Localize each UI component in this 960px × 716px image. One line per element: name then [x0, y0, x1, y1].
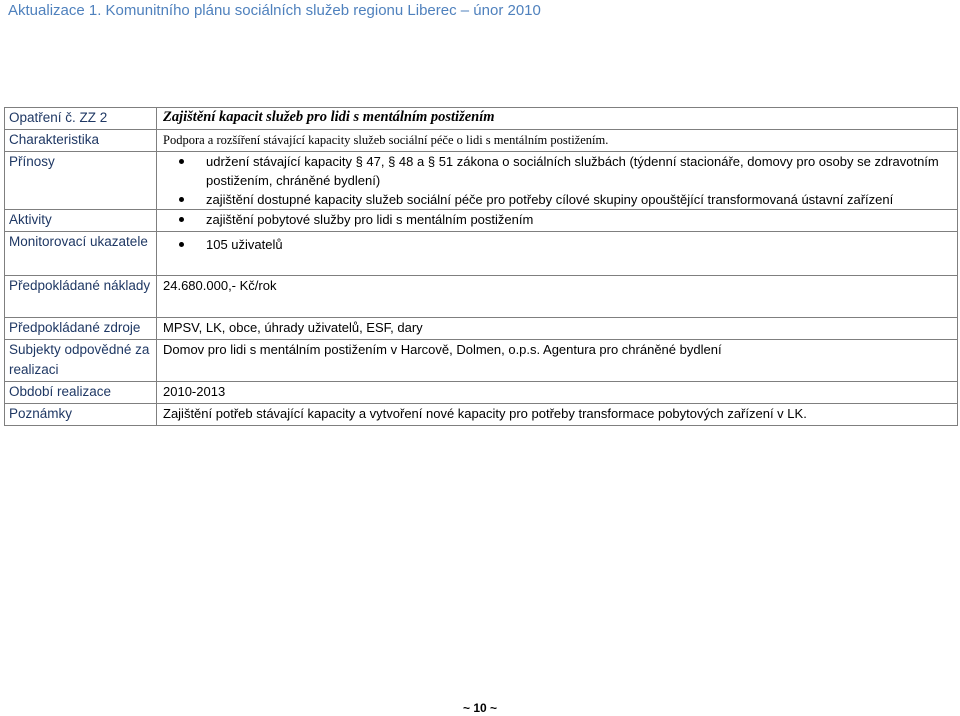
table-row-activities	[5, 210, 958, 232]
table-row-costs	[5, 276, 958, 318]
costs-label: Předpokládané náklady	[5, 276, 157, 318]
measure-id-label: Opatření č. ZZ 2	[5, 108, 157, 130]
table-row-indicators	[5, 232, 958, 276]
bullet-icon	[179, 242, 184, 247]
bullet-icon	[179, 159, 184, 164]
costs-value: 24.680.000,- Kč/rok	[157, 276, 958, 318]
period-label: Období realizace	[5, 382, 157, 404]
period-value: 2010-2013	[157, 382, 958, 404]
characteristics-value: Podpora a rozšíření stávající kapacity služeb sociální péče o lidi s mentálním postižením.	[157, 130, 958, 152]
notes-label: Poznámky	[5, 404, 157, 426]
sources-value: MPSV, LK, obce, úhrady uživatelů, ESF, dary	[157, 318, 958, 340]
table-row-notes	[5, 404, 958, 426]
list-item: udržení stávající kapacity § 47, § 48 a § 51 zákona o sociálních službách (týdenní stacionáře, domovy pro osoby se zdravotním postižením, chráněné bydlení)	[206, 152, 951, 190]
characteristics-label: Charakteristika	[5, 130, 157, 152]
list-item: 105 uživatelů	[206, 235, 951, 254]
page-number: ~ 10 ~	[462, 701, 498, 715]
activities-list	[163, 210, 951, 229]
table-row-subjects	[5, 340, 958, 382]
benefits-label: Přínosy	[5, 152, 157, 210]
bullet-icon	[179, 217, 184, 222]
list-item: zajištění dostupné kapacity služeb sociální péče pro potřeby cílové skupiny opouštějící transformovaná ústavní zařízení	[206, 190, 951, 209]
table-row-characteristics	[5, 130, 958, 152]
page-header-title: Aktualizace 1. Komunitního plánu sociálních služeb regionu Liberec – únor 2010	[8, 2, 541, 19]
indicators-list	[163, 232, 951, 254]
table-row-benefits	[5, 152, 958, 210]
list-item: zajištění pobytové služby pro lidi s mentálním postižením	[206, 210, 951, 229]
notes-value: Zajištění potřeb stávající kapacity a vytvoření nové kapacity pro potřeby transformace pobytových zařízení v LK.	[157, 404, 958, 426]
subjects-value: Domov pro lidi s mentálním postižením v Harcově, Dolmen, o.p.s. Agentura pro chráněné bydlení	[157, 340, 958, 382]
sources-label: Předpokládané zdroje	[5, 318, 157, 340]
indicators-label: Monitorovací ukazatele	[5, 232, 157, 276]
measure-title: Zajištění kapacit služeb pro lidi s mentálním postižením	[157, 108, 958, 130]
benefits-list	[163, 152, 951, 209]
bullet-icon	[179, 197, 184, 202]
table-row-id	[5, 108, 958, 130]
measure-table	[4, 107, 958, 426]
subjects-label: Subjekty odpovědné za realizaci	[5, 340, 157, 382]
activities-label: Aktivity	[5, 210, 157, 232]
table-row-sources	[5, 318, 958, 340]
table-row-period	[5, 382, 958, 404]
